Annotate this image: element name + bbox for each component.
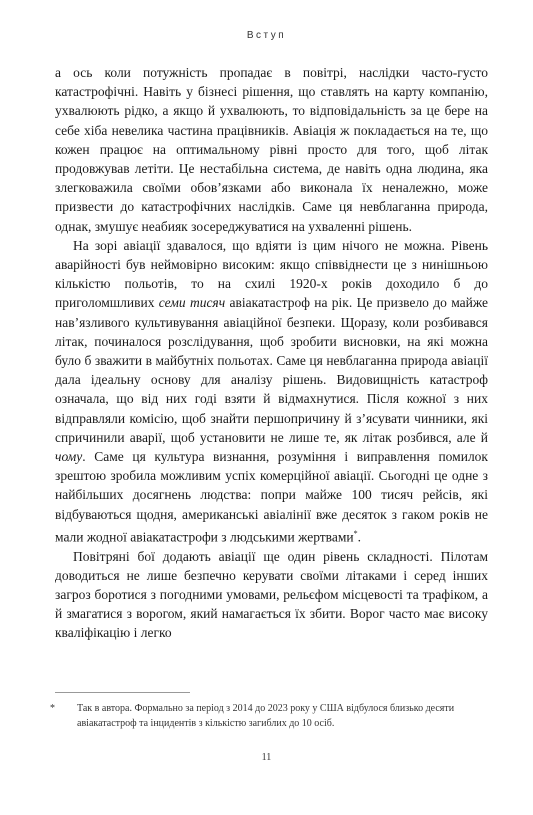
emphasis-why: чому bbox=[55, 449, 83, 465]
page-number: 11 bbox=[261, 752, 272, 763]
footnote-reference[interactable]: * bbox=[353, 528, 358, 538]
running-header: Вступ bbox=[246, 30, 287, 41]
paragraph-1: а ось коли потужність пропадає в повітрі, наслідки часто-густо катастрофічні. Навіть у бізнесі рішення, що ставлять на карту компанію, ухвалюють рідко, а якщо й ухвалюють, то відповідальність за це бере на себе хіба невелика частина працівників. Авіація ж покладається на те, що кожен працює на оптимальному рівні просто для того, щоб літак продовжував летіти. Це нестабільна система, де навіть одна людина, яка злегковажила своїми обов’язками або виконала їх неналежно, може призвести до катастрофічних наслідків. Саме ця невблаганна природа, однак, змушує неабияк зосереджуватися на ухваленні рішень. bbox=[55, 65, 488, 234]
paragraph-2-end: . bbox=[357, 529, 362, 545]
paragraph-2 bbox=[55, 236, 488, 547]
body-text bbox=[55, 63, 488, 643]
footnote-text: Так в автора. Формально за період з 2014 до 2023 року у США відбулося близько десяти авіакатастроф та інцидентів з кількістю загиблих до 10 осіб. bbox=[77, 703, 455, 729]
paragraph-2-part-2: авіакатастроф на рік. Це призвело до майже нав’язливого культивування авіаційної безпеки. Щоразу, коли розбивався літак, починалося розслідування, щоб зробити висновки, на які можна було б зважити в майбутніх польотах. Саме ця невблаганна природа авіації дала ідеальну основу для аналізу рішень. Видовищність катастроф означала, що від них годі взяти й відмахнутися. Після кожної з них відправляли комісію, щоб знайти першопричину й з’ясувати чинники, які спричинили аварії, щоб установити не лише те, як літак розбився, але й bbox=[55, 295, 489, 445]
footnote-mark: * bbox=[50, 703, 55, 714]
footnote-divider bbox=[55, 692, 190, 693]
paragraph-2-part-3: . Саме ця культура визнання, розуміння і виправлення помилок зрештою зробила можливим успіх комерційної авіації. Сьогодні це одне з найбільших досягнень людства: попри майже 100 тисяч рейсів, які відбуваються щодня, американські авіалінії вже десяток з гаком років не мали жодної авіакатастрофи з людськими жертвами bbox=[55, 449, 488, 545]
paragraph-3: Повітряні бої додають авіації ще один рівень складності. Пілотам доводиться не лише безпечно керувати своїми літаками і серед інших загроз боротися з погодними умовами, рельєфом місцевості та трафіком, а й змагатися з ворогом, який намагається їх збити. Ворог часто має високу кваліфікацію і легко bbox=[55, 548, 488, 641]
paragraph-2-part-1: На зорі авіації здавалося, що вдіяти із цим нічого не можна. Рівень аварійності був неймовірно високим: якщо співвіднести це з нинішньою кількістю польотів, то на схилі 1920-х років доходило б до приголомшливих bbox=[55, 237, 488, 311]
emphasis-seven-thousand: семи тисяч bbox=[158, 295, 226, 311]
